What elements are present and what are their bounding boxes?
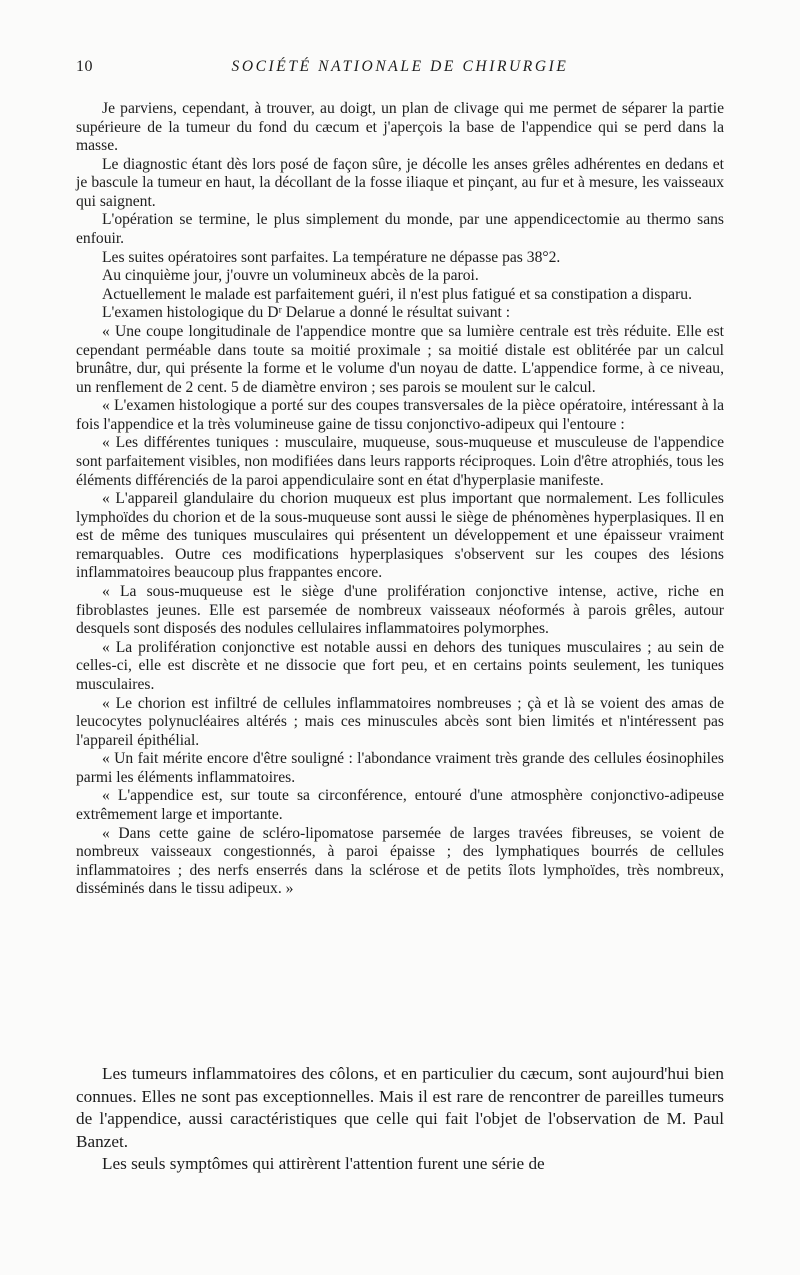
quoted-paragraph: « L'appareil glandulaire du chorion muqueux est plus important que normalement. Les follicules lymphoïdes du chorion et de la sous-muqueuse sont aussi le siège de phénomènes hyperplasiques. Il en est de même des tuniques musculaires qui présentent un développement et une épaisseur vraiment remarquables. Outre ces modifications hyperplasiques s'observent sur les coupes des lésions inflammatoires beaucoup plus frappantes encore. — [76, 490, 724, 582]
quoted-paragraph: « Une coupe longitudinale de l'appendice montre que sa lumière centrale est très réduite. Elle est cependant perméable dans toute sa moitié proximale ; sa moitié distale est oblitérée par un calcul brunâtre, dur, qui présente la forme et le volume d'un noyau de datte. L'appendice forme, à ce niveau, un renflement de 2 cent. 5 de diamètre environ ; ses parois se moulent sur le calcul. — [76, 322, 724, 396]
quoted-paragraph: « La sous-muqueuse est le siège d'une prolifération conjonctive intense, active, riche en fibroblastes jeunes. Elle est parsemée de nombreux vaisseaux néoformés à parois grêles, autour desquels sont disposés des nodules cellulaires inflammatoires polymorphes. — [76, 583, 724, 638]
quoted-paragraph: « Dans cette gaine de scléro-lipomatose parsemée de larges travées fibreuses, se voient de nombreux vaisseaux congestionnés, à paroi épaisse ; des lymphatiques bourrés de cellules inflammatoires ; des nerfs enserrés dans la sclérose et de petits îlots lymphoïdes, très nombreux, disséminés dans le tissu adipeux. » — [76, 824, 724, 898]
paragraph: L'opération se termine, le plus simplement du monde, par une appendicectomie au thermo sans enfouir. — [76, 211, 724, 248]
quoted-paragraph: « Les différentes tuniques : musculaire, muqueuse, sous-muqueuse et musculeuse de l'appendice sont parfaitement visibles, non modifiées dans leurs rapports réciproques. Loin d'être atrophiés, tous les éléments différenciés de la paroi appendiculaire sont en état d'hyperplasie manifeste. — [76, 434, 724, 489]
paragraph: L'examen histologique du Dʳ Delarue a donné le résultat suivant : — [102, 304, 511, 322]
case-report-text — [76, 100, 724, 899]
paragraph: Le diagnostic étant dès lors posé de façon sûre, je décolle les anses grêles adhérentes en dedans et je bascule la tumeur en haut, la décollant de la fosse iliaque et pinçant, au fur et à mesure, les vaisseaux qui saignent. — [76, 155, 724, 210]
paragraph: Au cinquième jour, j'ouvre un volumineux abcès de la paroi. — [102, 267, 479, 285]
quoted-paragraph: « La prolifération conjonctive est notable aussi en dehors des tuniques musculaires ; au sein de celles-ci, elle est discrète et ne dissocie que fort peu, et en certains points seulement, les tuniques musculaires. — [76, 638, 724, 693]
quoted-paragraph: « Un fait mérite encore d'être souligné : l'abondance vraiment très grande des cellules éosinophiles parmi les éléments inflammatoires. — [76, 750, 724, 786]
running-title: SOCIÉTÉ NATIONALE DE CHIRURGIE — [231, 58, 569, 75]
paragraph: Je parviens, cependant, à trouver, au doigt, un plan de clivage qui me permet de séparer la partie supérieure de la tumeur du fond du cæcum et j'aperçois la base de l'appendice qui se perd dans la masse. — [76, 100, 724, 155]
page-header — [76, 58, 724, 88]
commentary-text — [76, 1063, 724, 1176]
quoted-paragraph: « L'appendice est, sur toute sa circonférence, entouré d'une atmosphère conjonctivo-adipeuse extrêmement large et importante. — [76, 787, 724, 823]
quoted-paragraph: « L'examen histologique a porté sur des coupes transversales de la pièce opératoire, intéressant à la fois l'appendice et la très volumineuse gaine de tissu conjonctivo-adipeux qui l'entoure : — [76, 397, 724, 433]
quoted-paragraph: « Le chorion est infiltré de cellules inflammatoires nombreuses ; çà et là se voient des amas de leucocytes polynucléaires altérés ; mais ces minuscules abcès sont bien limités et n'intéressent pas l'appareil épithélial. — [76, 694, 724, 749]
page-number: 10 — [76, 58, 93, 75]
paragraph: Actuellement le malade est parfaitement guéri, il n'est plus fatigué et sa constipation a disparu. — [102, 285, 692, 303]
paragraph: Les suites opératoires sont parfaites. La température ne dépasse pas 38°2. — [102, 248, 561, 266]
paragraph: Les seuls symptômes qui attirèrent l'attention furent une série de — [102, 1154, 545, 1174]
paragraph: Les tumeurs inflammatoires des côlons, et en particulier du cæcum, sont aujourd'hui bien connues. Elles ne sont pas exceptionnelles. Mais il est rare de rencontrer de pareilles tumeurs de l'appendice, aussi caractéristiques que celle qui fait l'objet de l'observation de M. Paul Banzet. — [76, 1064, 724, 1151]
